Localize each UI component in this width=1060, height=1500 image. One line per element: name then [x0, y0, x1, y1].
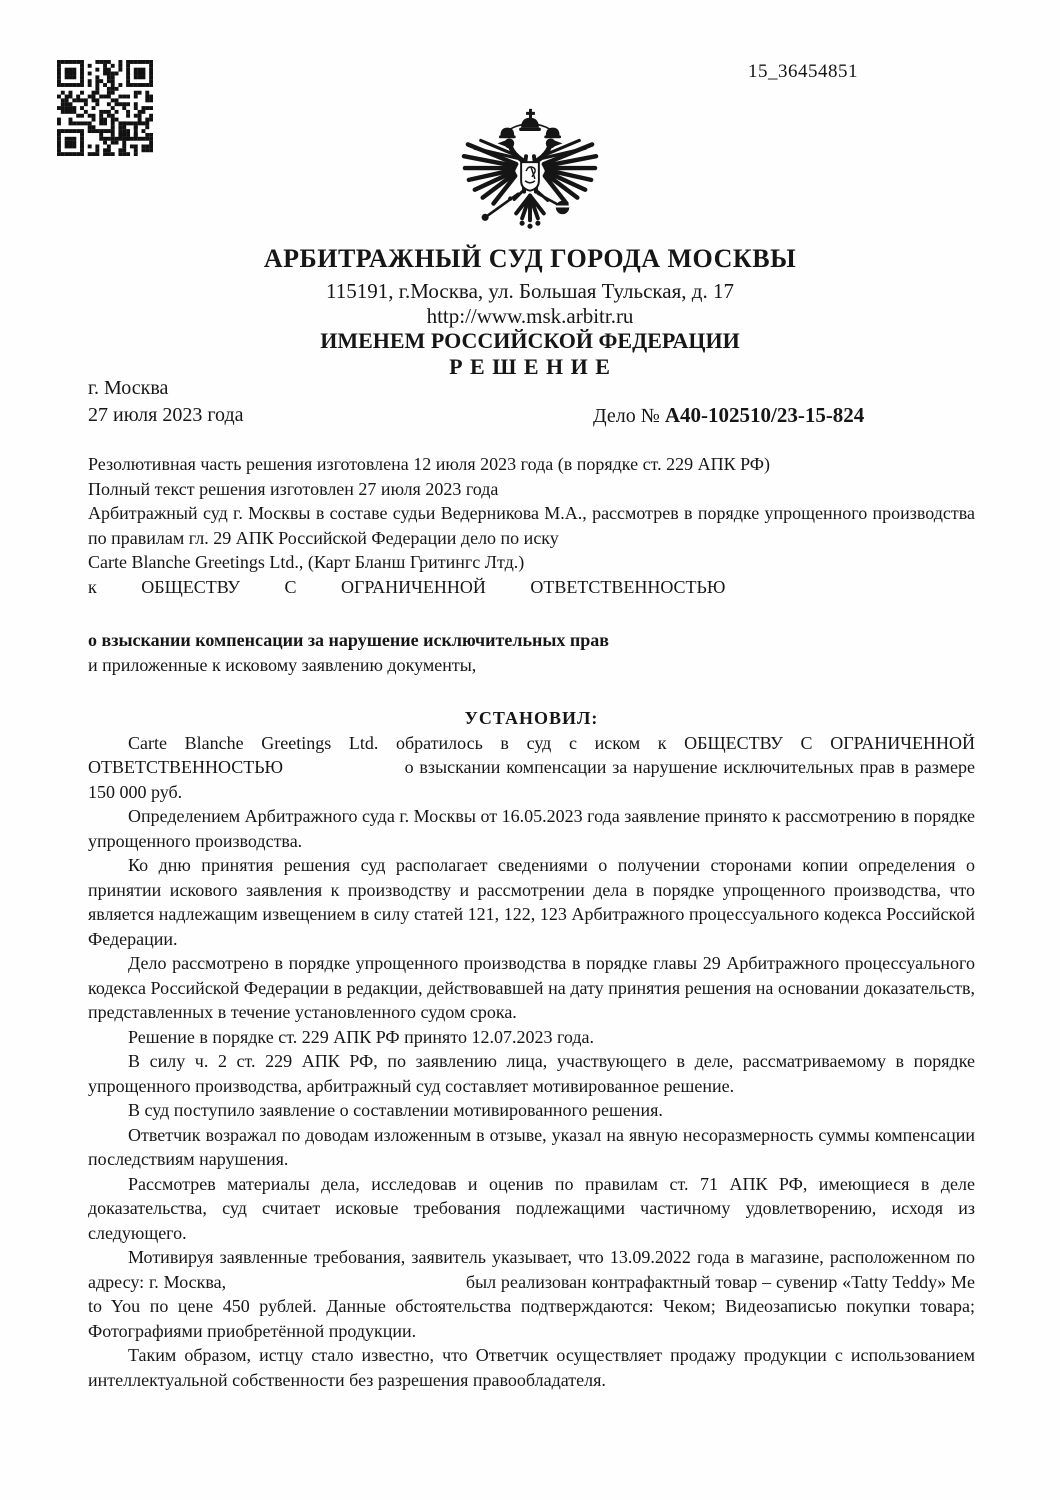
- text-run: Решение в порядке ст. 229 АПК РФ принято 12.07.2023 года.: [128, 1026, 595, 1047]
- court-website: http://www.msk.arbitr.ru: [426, 304, 634, 328]
- text-run: о взыскании компенсации за нарушение исключительных прав: [88, 630, 610, 650]
- text-run: В суд поступило заявление о составлении мотивированного решения.: [128, 1100, 663, 1120]
- court-name: АРБИТРАЖНЫЙ СУД ГОРОДА МОСКВЫ: [263, 244, 797, 273]
- text-run: Арбитражный суд г. Москвы в составе судьи Ведерникова М.А., рассмотрев в порядке упрощенного производства по правилам гл. 29 АПК Российской Федерации дело по иску: [88, 503, 975, 548]
- redacted-gap: [231, 1287, 461, 1288]
- text-run: Ответчик возражал по доводам изложенным в отзыве, указал на явную несоразмерность суммы компенсации последствиям нарушения.: [88, 1124, 975, 1169]
- text-run: Резолютивная часть решения изготовлена 12 июля 2023 года (в порядке ст. 229 АПК РФ): [88, 454, 770, 474]
- paragraph: [88, 452, 975, 477]
- text-run: Таким образом, истцу стало известно, что Ответчик осуществляет продажу продукции с использованием интеллектуальной собственности без разрешения правообладателя.: [88, 1345, 975, 1390]
- decision-heading: Р Е Ш Е Н И Е: [449, 354, 611, 379]
- qr-code-icon: [57, 60, 153, 156]
- paragraph: [88, 1098, 975, 1123]
- text-run: В силу ч. 2 ст. 229 АПК РФ, по заявлению лица, участвующего в деле, рассматриваемому в порядке упрощенного производства, арбитражный суд составляет мотивированное решение.: [88, 1051, 975, 1096]
- paragraph: [88, 1172, 975, 1246]
- paragraph: [88, 653, 975, 678]
- text-run: Мотивируя заявленные требования, заявитель указывает, что 13.09.2022 года в магазине, расположенном по адресу: г. Москва,: [88, 1247, 975, 1292]
- case-label: Дело №: [593, 405, 665, 427]
- blank-line: [88, 677, 975, 706]
- text-run: Рассмотрев материалы дела, исследовав и оценив по правилам ст. 71 АПК РФ, имеющиеся в деле доказательства, суд считает исковые требования подлежащими частичному удовлетворению, исходя из следующего.: [88, 1173, 975, 1243]
- document-body: [88, 452, 975, 1392]
- text-run: к ОБЩЕСТВУ С ОГРАНИЧЕННОЙ ОТВЕТСТВЕННОСТЬЮ: [88, 576, 726, 597]
- text-run: о взыскании компенсации за нарушение исключительных прав в размере 150 000 руб.: [88, 757, 976, 802]
- paragraph: [88, 951, 975, 1025]
- blank-line: [88, 599, 975, 628]
- redacted-gap: [289, 772, 399, 773]
- paragraph: [88, 1343, 975, 1392]
- ustanovil-heading: [88, 706, 975, 731]
- paragraph: [88, 1049, 975, 1098]
- case-number: А40-102510/23-15-824: [664, 403, 865, 427]
- paragraph: [88, 628, 975, 653]
- text-run: Carte Blanche Greetings Ltd. обратилось в суд с иском к ОБЩЕСТВУ С ОГРАНИЧЕННОЙ ОТВЕТСТВЕННОСТЬЮ: [88, 732, 975, 777]
- text-run: Carte Blanche Greetings Ltd., (Карт Бланш Гритингс Лтд.): [88, 552, 525, 572]
- date-line: 27 июля 2023 года: [88, 404, 244, 426]
- court-address: 115191, г.Москва, ул. Большая Тульская, д. 17: [326, 279, 734, 303]
- paragraph: [88, 1025, 975, 1050]
- paragraph: [88, 731, 975, 805]
- document-number: 15_36454851: [748, 61, 858, 82]
- paragraph: [88, 477, 975, 502]
- text-run: и приложенные к исковому заявлению документы,: [88, 654, 477, 675]
- text-run: был реализован контрафактный товар – сувенир «Tatty Teddy» Me to You по цене 450 рублей. Данные обстоятельства подтверждаются: Чеком; Видеозаписью покупки товара; Фотографиями приобретённой продукции.: [88, 1271, 975, 1341]
- russia-coat-of-arms-icon: [461, 106, 599, 236]
- in-the-name-line: ИМЕНЕМ РОССИЙСКОЙ ФЕДЕРАЦИИ: [320, 328, 740, 353]
- paragraph: [88, 550, 975, 575]
- text-run: Ко дню принятия решения суд располагает сведениями о получении сторонами копии определения о принятии искового заявления к производству и рассмотрении дела в порядке упрощенного производства, что является надлежащим извещением в силу статей 121, 122, 123 Арбитражного процессуального кодекса Российской Федерации.: [88, 855, 975, 949]
- case-line: [593, 403, 864, 428]
- place-line: г. Москва: [88, 377, 169, 399]
- text-run: Полный текст решения изготовлен 27 июля 2023 года: [88, 478, 499, 499]
- paragraph: [88, 853, 975, 951]
- text-run: УСТАНОВИЛ:: [464, 708, 599, 728]
- paragraph: [88, 804, 975, 853]
- paragraph: [88, 1123, 975, 1172]
- paragraph: [88, 1245, 975, 1343]
- paragraph: [88, 575, 975, 600]
- paragraph: [88, 501, 975, 550]
- text-run: Дело рассмотрено в порядке упрощенного производства в порядке главы 29 Арбитражного процессуального кодекса Российской Федерации в редакции, действовавшей на дату принятия решения на основании доказательств, представленных в течение установленного судом срока.: [88, 953, 975, 1022]
- text-run: Определением Арбитражного суда г. Москвы от 16.05.2023 года заявление принято к рассмотрению в порядке упрощенного производства.: [88, 806, 975, 851]
